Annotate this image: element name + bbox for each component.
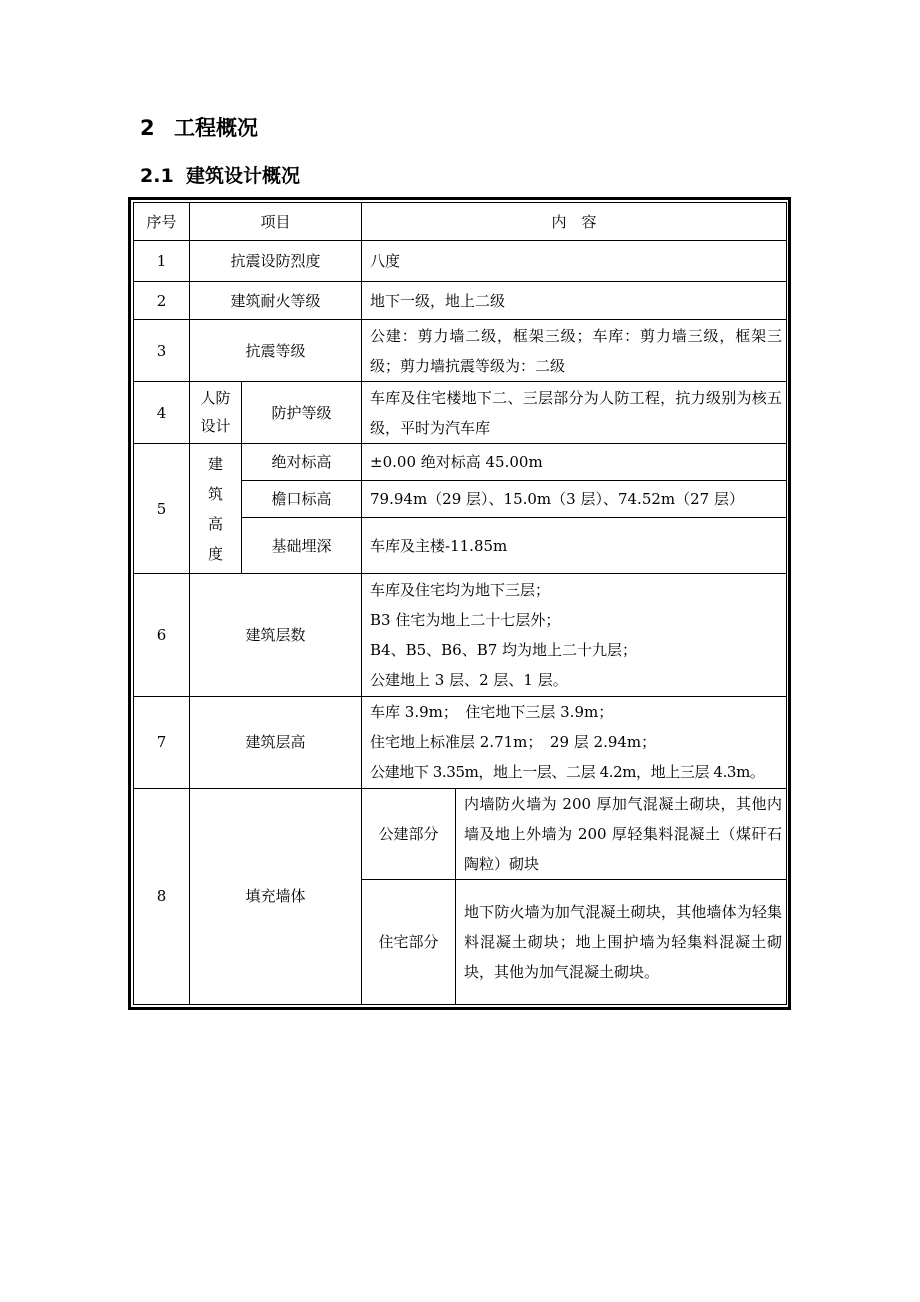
table-header-row (134, 203, 787, 241)
row-content: 车库及住宅楼地下二、三层部分为人防工程，抗力级别为核五级，平时为汽车库 (362, 382, 787, 444)
row-content: 八度 (362, 241, 787, 282)
row-no: 8 (134, 788, 190, 1004)
row-subitem: 檐口标高 (242, 481, 362, 518)
row-no: 3 (134, 320, 190, 382)
row-no: 1 (134, 241, 190, 282)
header-item: 项目 (190, 203, 362, 241)
table-grid (133, 202, 787, 1005)
row-group (190, 382, 242, 444)
row-no: 5 (134, 444, 190, 574)
header-no: 序号 (134, 203, 190, 241)
content-line: 公建地上 3 层、2 层、1 层。 (370, 670, 568, 689)
section-heading (140, 112, 258, 142)
row-content: 地下一级，地上二级 (362, 282, 787, 320)
table-row (134, 241, 787, 282)
row-group (190, 444, 242, 574)
row-no: 6 (134, 574, 190, 696)
row-item: 建筑耐火等级 (190, 282, 362, 320)
table-row (134, 382, 787, 444)
row-group-text: 建筑高度 (207, 454, 223, 563)
subsection-number: 2.1 (140, 165, 174, 187)
row-no: 4 (134, 382, 190, 444)
content-line: 住宅地上标准层 2.71m； 29 层 2.94m； (370, 733, 657, 752)
row-content: 地下防火墙为加气混凝土砌块，其他墙体为轻集料混凝土砌块；地上围护墙为轻集料混凝土砌块，其他为加气混凝土砌块。 (456, 879, 787, 1004)
row-content (362, 574, 787, 696)
row-content (362, 696, 787, 788)
subsection-heading (140, 161, 300, 188)
section-title: 工程概况 (174, 116, 258, 140)
row-item: 防护等级 (242, 382, 362, 444)
row-content: 公建：剪力墙二级，框架三级；车库：剪力墙三级，框架三级；剪力墙抗震等级为：二级 (362, 320, 787, 382)
row-subitem: 基础埋深 (242, 518, 362, 574)
content-line: 车库 3.9m； 住宅地下三层 3.9m； (370, 703, 614, 722)
table-row (134, 788, 787, 879)
row-subitem: 绝对标高 (242, 444, 362, 481)
row-content: 车库及主楼-11.85m (362, 518, 787, 574)
row-item: 抗震设防烈度 (190, 241, 362, 282)
row-content: ±0.00 绝对标高 45.00m (362, 444, 787, 481)
table-row (134, 696, 787, 788)
table-row (134, 282, 787, 320)
content-line: 车库及住宅均为地下三层； (370, 580, 551, 599)
row-content: 79.94m（29 层）、15.0m（3 层）、74.52m（27 层） (362, 481, 787, 518)
row-item: 建筑层高 (190, 696, 362, 788)
row-item: 填充墙体 (190, 788, 362, 1004)
row-subitem: 住宅部分 (362, 879, 456, 1004)
subsection-title: 建筑设计概况 (186, 165, 301, 187)
row-group-text: 人防设计 (200, 389, 231, 436)
row-no: 2 (134, 282, 190, 320)
row-content: 内墙防火墙为 200 厚加气混凝土砌块，其他内墙及地上外墙为 200 厚轻集料混凝土（煤矸石陶粒）砌块 (456, 788, 787, 879)
header-content: 内 容 (362, 203, 787, 241)
section-number: 2 (140, 116, 155, 140)
table-row (134, 444, 787, 481)
row-no: 7 (134, 696, 190, 788)
table-row (134, 574, 787, 696)
content-line: B3 住宅为地上二十七层外； (370, 610, 561, 629)
table-row (134, 320, 787, 382)
design-overview-table (128, 197, 791, 1010)
row-subitem: 公建部分 (362, 788, 456, 879)
content-line: B4、B5、B6、B7 均为地上二十九层； (370, 640, 638, 659)
row-item: 抗震等级 (190, 320, 362, 382)
content-line: 公建地下 3.35m，地上一层、二层 4.2m，地上三层 4.3m。 (370, 763, 765, 782)
row-item: 建筑层数 (190, 574, 362, 696)
